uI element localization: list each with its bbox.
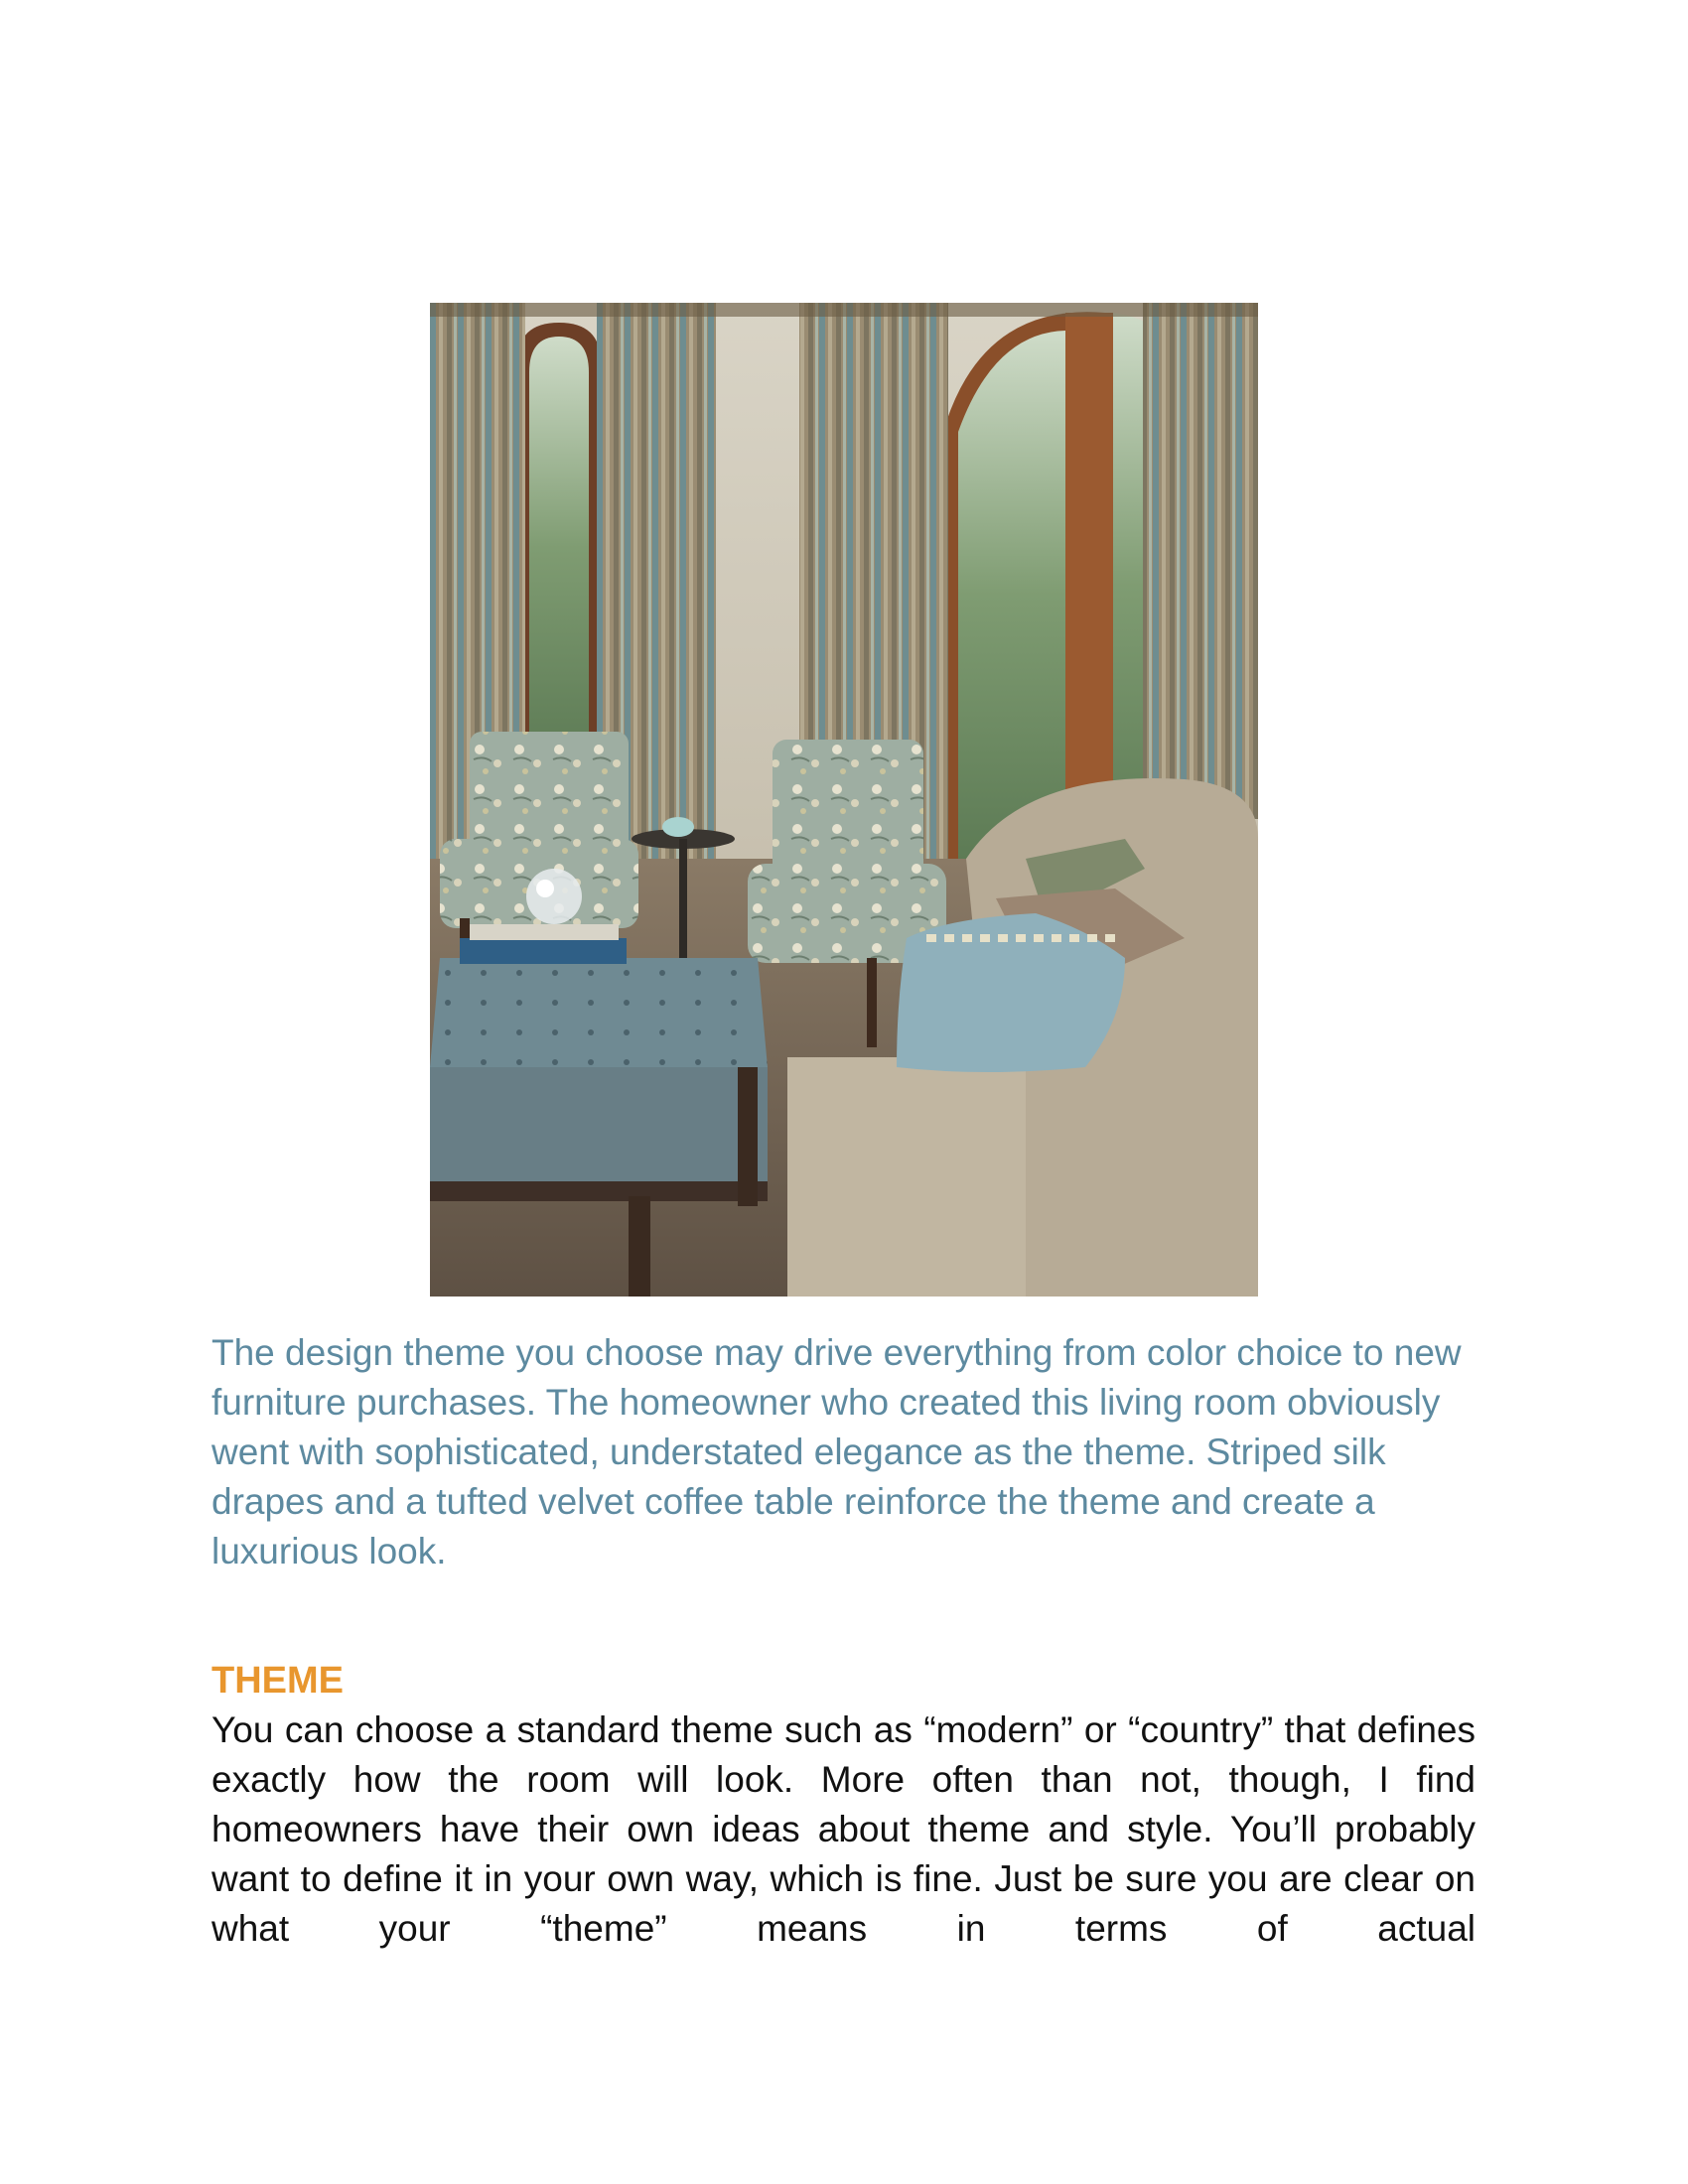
section-heading-theme: THEME	[211, 1660, 344, 1702]
theme-body-paragraph: You can choose a standard theme such as “modern” or “country” that defines exactly how the room will look. More often than not, though, I find homeowners have their own ideas about theme and style. You’ll probably want to define it in your own way, which is fine. Just be sure you are clear on what your “theme” means in terms of actual	[211, 1709, 1476, 1949]
living-room-photo	[430, 303, 1258, 1297]
photo-caption: The design theme you choose may drive everything from color choice to new furniture purchases. The homeowner who created this living room obviously went with sophisticated, understated elegance as the theme. Striped silk drapes and a tufted velvet coffee table reinforce the theme and create a luxurious look.	[211, 1332, 1462, 1571]
